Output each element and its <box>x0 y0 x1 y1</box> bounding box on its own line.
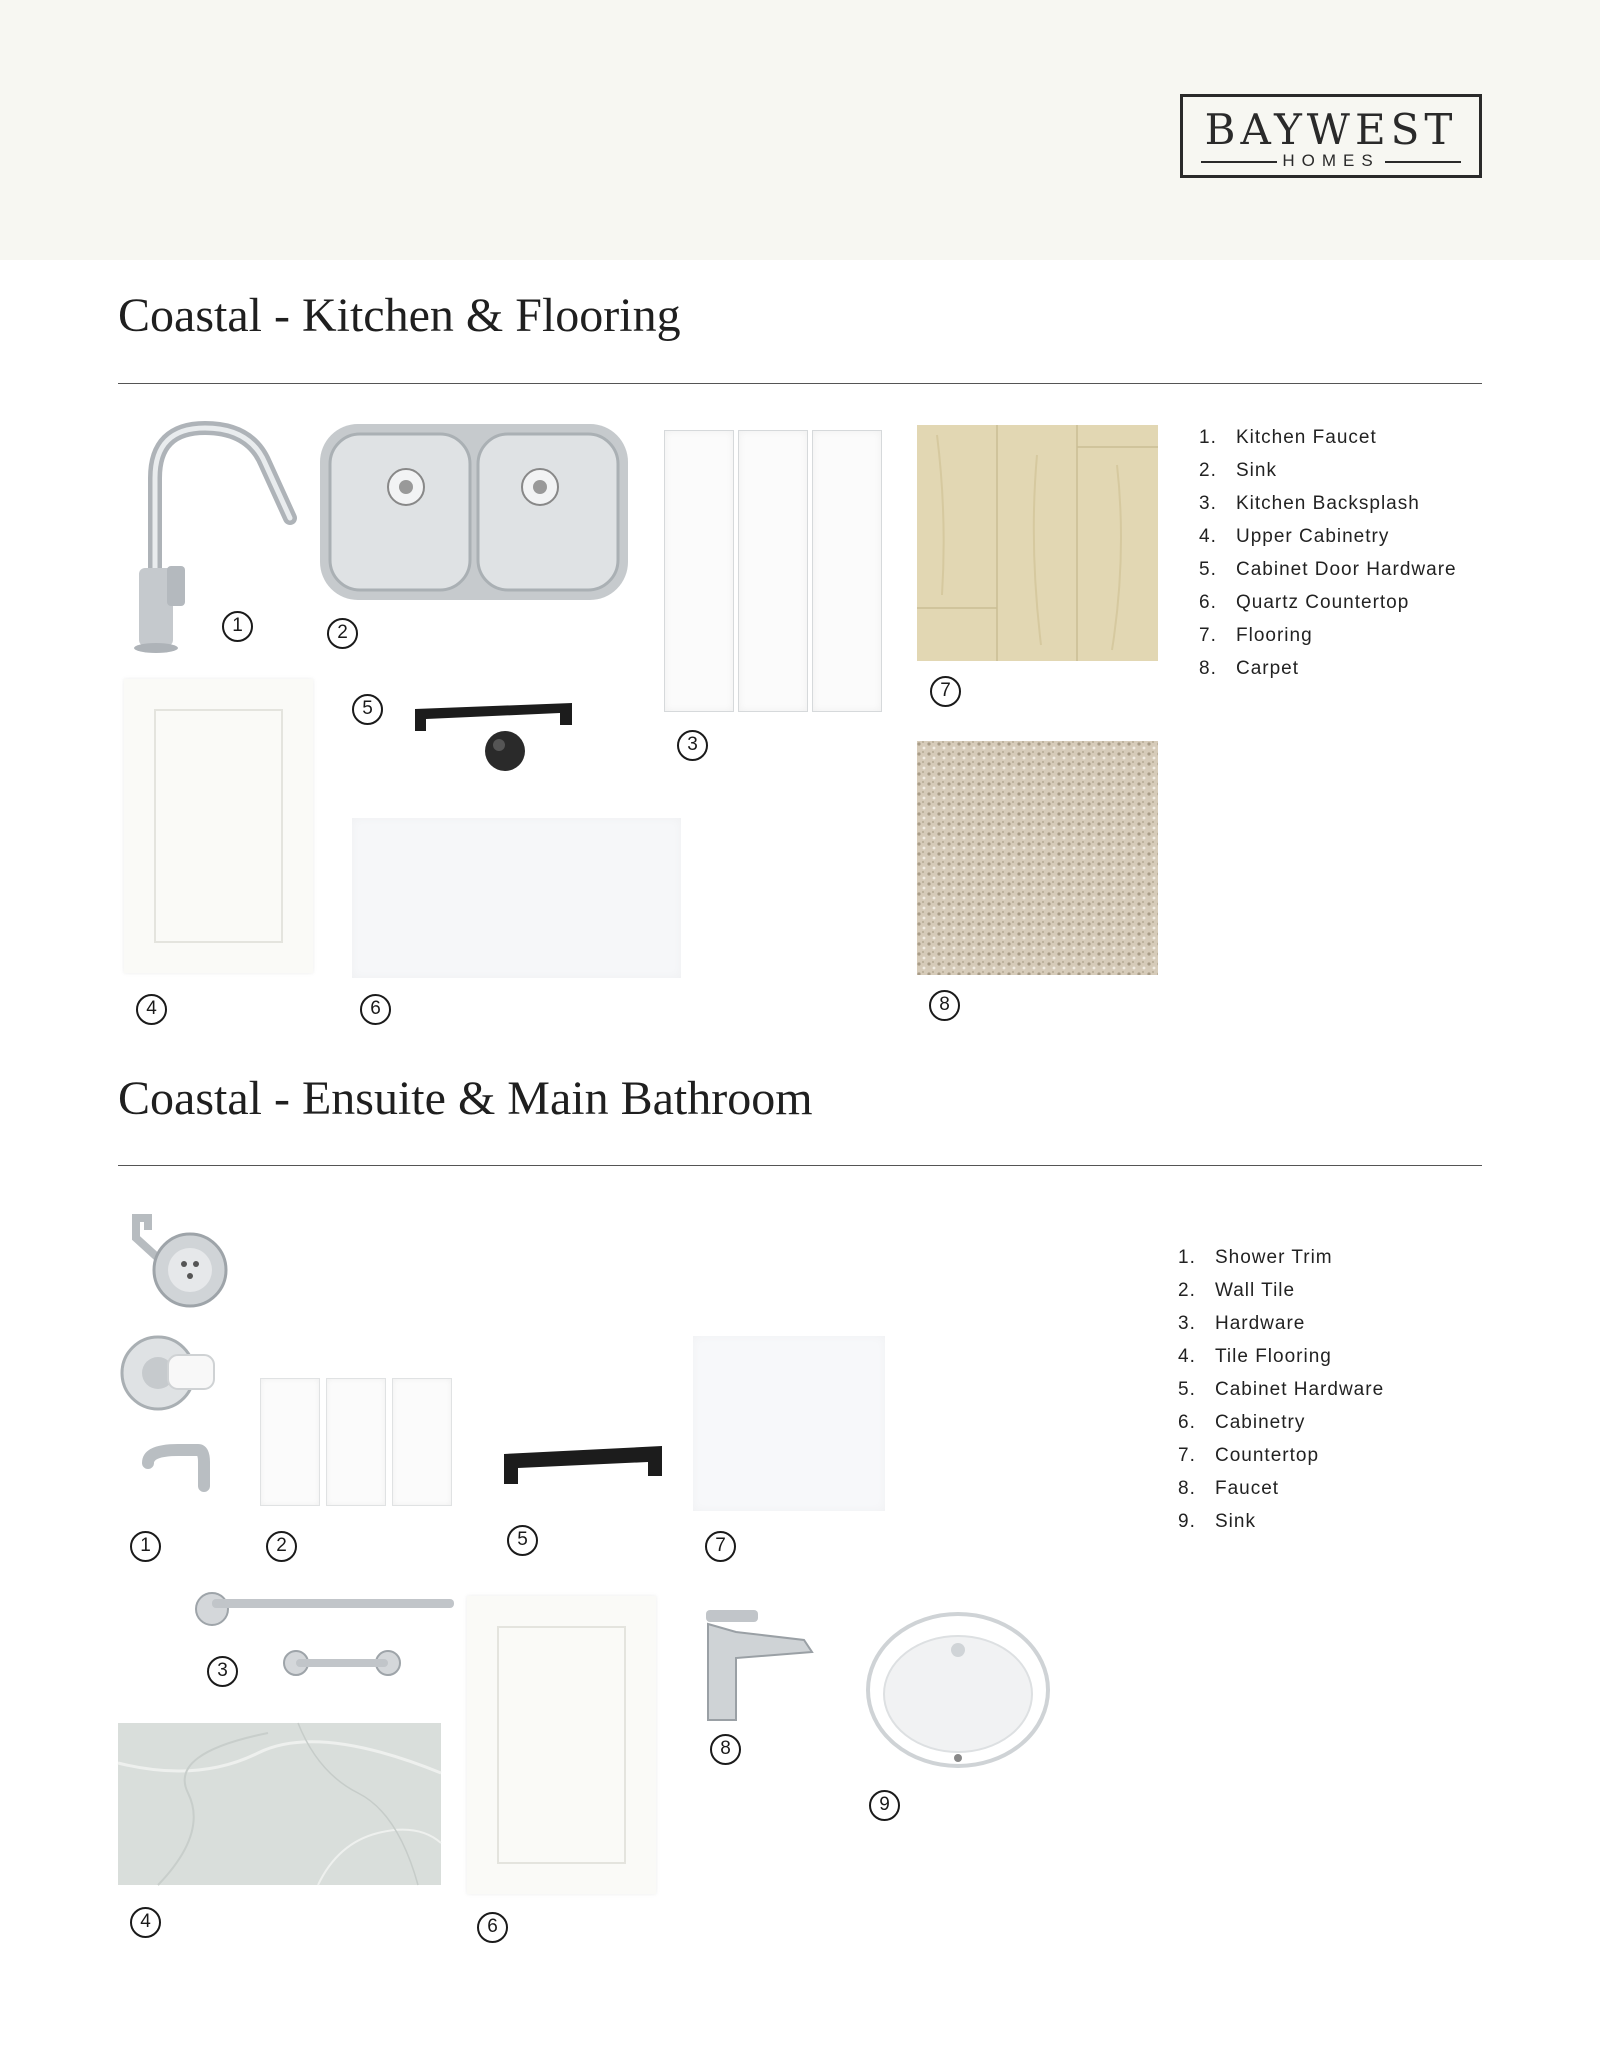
bath-faucet-image <box>700 1602 816 1722</box>
legend-label: Countertop <box>1215 1445 1320 1466</box>
legend-num: 6. <box>1199 592 1217 613</box>
bath-badge-3: 3 <box>207 1656 238 1687</box>
legend-label: Tile Flooring <box>1215 1346 1332 1367</box>
marble-tile-swatch <box>118 1723 441 1885</box>
legend-label: Quartz Countertop <box>1236 592 1410 613</box>
legend-num: 8. <box>1199 658 1217 679</box>
legend-item <box>1199 619 1457 652</box>
legend-num: 7. <box>1199 625 1217 646</box>
bath-legend <box>1178 1241 1384 1538</box>
legend-num: 2. <box>1178 1280 1196 1301</box>
legend-num: 3. <box>1178 1313 1196 1334</box>
bath-badge-2: 2 <box>266 1531 297 1562</box>
legend-item <box>1199 520 1457 553</box>
legend-item <box>1178 1274 1384 1307</box>
kitchen-section-title: Coastal - Kitchen & Flooring <box>118 289 681 342</box>
kitchen-faucet-image <box>125 418 295 653</box>
legend-item <box>1199 487 1457 520</box>
quartz-countertop-swatch <box>352 818 681 978</box>
kitchen-badge-3: 3 <box>677 730 708 761</box>
legend-label: Cabinet Hardware <box>1215 1379 1385 1400</box>
bath-badge-9: 9 <box>869 1790 900 1821</box>
oak-flooring-swatch <box>917 425 1158 661</box>
bath-badge-8: 8 <box>710 1734 741 1765</box>
wall-tile-3 <box>392 1378 452 1506</box>
kitchen-divider <box>118 383 1482 384</box>
legend-num: 1. <box>1199 427 1217 448</box>
logo-subline <box>1183 149 1479 173</box>
backsplash-tile-1 <box>664 430 734 712</box>
legend-item <box>1199 553 1457 586</box>
undermount-sink-image <box>866 1610 1050 1770</box>
bath-badge-6: 6 <box>477 1912 508 1943</box>
legend-item <box>1178 1373 1384 1406</box>
legend-item <box>1178 1439 1384 1472</box>
legend-item <box>1178 1307 1384 1340</box>
legend-label: Hardware <box>1215 1313 1306 1334</box>
legend-label: Cabinet Door Hardware <box>1236 559 1457 580</box>
kitchen-legend <box>1199 421 1457 685</box>
backsplash-tile-3 <box>812 430 882 712</box>
cabinet-panel <box>154 709 283 943</box>
legend-item <box>1199 454 1457 487</box>
legend-label: Shower Trim <box>1215 1247 1333 1268</box>
legend-num: 8. <box>1178 1478 1196 1499</box>
legend-num: 1. <box>1178 1247 1196 1268</box>
legend-num: 6. <box>1178 1412 1196 1433</box>
bath-badge-5: 5 <box>507 1525 538 1556</box>
bath-section-title: Coastal - Ensuite & Main Bathroom <box>118 1072 813 1125</box>
legend-num: 3. <box>1199 493 1217 514</box>
legend-label: Cabinetry <box>1215 1412 1306 1433</box>
legend-num: 9. <box>1178 1511 1196 1532</box>
kitchen-badge-7: 7 <box>930 676 961 707</box>
legend-label: Faucet <box>1215 1478 1280 1499</box>
legend-item <box>1178 1340 1384 1373</box>
shower-trim-image <box>118 1218 228 1503</box>
double-sink-image <box>320 424 628 600</box>
logo-wordmark: BAYWEST <box>1204 105 1458 154</box>
legend-label: Kitchen Faucet <box>1236 427 1377 448</box>
legend-item <box>1199 586 1457 619</box>
legend-item <box>1199 421 1457 454</box>
legend-label: Sink <box>1215 1511 1256 1532</box>
legend-label: Wall Tile <box>1215 1280 1296 1301</box>
bath-badge-7: 7 <box>705 1531 736 1562</box>
kitchen-badge-1: 1 <box>222 611 253 642</box>
legend-label: Upper Cabinetry <box>1236 526 1390 547</box>
cabinet-panel <box>497 1626 626 1864</box>
kitchen-badge-2: 2 <box>327 618 358 649</box>
legend-num: 2. <box>1199 460 1217 481</box>
legend-item <box>1178 1406 1384 1439</box>
legend-item <box>1178 1472 1384 1505</box>
kitchen-badge-4: 4 <box>136 994 167 1025</box>
bath-badge-1: 1 <box>130 1531 161 1562</box>
legend-num: 4. <box>1199 526 1217 547</box>
legend-item <box>1178 1241 1384 1274</box>
logo-subtitle: HOMES <box>1282 151 1380 170</box>
legend-num: 7. <box>1178 1445 1196 1466</box>
legend-num: 4. <box>1178 1346 1196 1367</box>
baywest-logo <box>1180 94 1482 178</box>
legend-num: 5. <box>1199 559 1217 580</box>
bath-countertop-swatch <box>693 1336 885 1511</box>
upper-cabinet-door <box>124 679 313 973</box>
legend-num: 5. <box>1178 1379 1196 1400</box>
legend-label: Flooring <box>1236 625 1313 646</box>
legend-label: Sink <box>1236 460 1277 481</box>
kitchen-badge-6: 6 <box>360 994 391 1025</box>
legend-item <box>1178 1505 1384 1538</box>
bath-cabinet-pull-image <box>502 1438 664 1488</box>
legend-label: Kitchen Backsplash <box>1236 493 1420 514</box>
wall-tile-2 <box>326 1378 386 1506</box>
backsplash-tile-2 <box>738 430 808 712</box>
legend-label: Carpet <box>1236 658 1300 679</box>
cabinet-pull-and-knob-image <box>410 683 576 775</box>
carpet-swatch <box>917 741 1158 975</box>
legend-item <box>1199 652 1457 685</box>
bath-cabinet-door <box>467 1596 656 1894</box>
bath-badge-4: 4 <box>130 1907 161 1938</box>
bath-divider <box>118 1165 1482 1166</box>
kitchen-badge-5: 5 <box>352 694 383 725</box>
kitchen-badge-8: 8 <box>929 990 960 1021</box>
wall-tile-1 <box>260 1378 320 1506</box>
